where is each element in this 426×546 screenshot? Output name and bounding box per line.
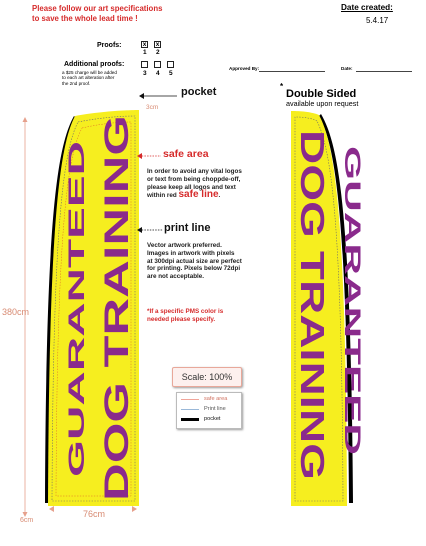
text-line: please keep all logos and text — [147, 183, 236, 191]
safe-line-emphasis: safe line — [178, 189, 219, 201]
height-dimension-label: 380cm — [2, 307, 30, 317]
additional-proof-number-4: 4 — [156, 70, 160, 77]
flag-text-guaranteed-right: GUARANTEED — [340, 146, 365, 302]
safe-area-label: safe area — [163, 148, 209, 160]
text-line: needed please specify. — [147, 315, 216, 323]
date-created-label: Date created: — [341, 3, 393, 12]
text-line: for printing. Pixels below 72dpi — [147, 265, 241, 273]
text-line: or text from being choppde-off, — [147, 175, 241, 183]
double-sided-subtitle: available upon request — [286, 99, 359, 108]
double-sided-title: Double Sided — [286, 88, 357, 100]
text-line: are not acceptable. — [147, 273, 205, 281]
width-dimension-label: 76cm — [83, 509, 106, 519]
additional-proofs-label: Additional proofs: — [64, 61, 125, 68]
notice-line-1: Please follow our art specifications — [32, 4, 163, 13]
note-line: a $25 charge will be added — [62, 70, 117, 75]
legend-label-print-line: Print line — [204, 406, 226, 412]
legend-label-safe-area: safe area — [204, 396, 228, 402]
notice-line-2: to save the whole lead time ! — [32, 13, 138, 23]
flag-text-dog-training-right: DOG TRAINING — [294, 130, 331, 374]
text-line: Vector artwork preferred. — [147, 242, 222, 249]
proofs-label: Proofs: — [97, 42, 122, 49]
text-line-start: within red — [147, 192, 177, 200]
additional-proof-number-3: 3 — [143, 70, 147, 77]
flag-text-guaranteed-left: GUARANTEED — [64, 321, 89, 477]
pocket-label: pocket — [181, 86, 217, 98]
approval-date-label: Date: — [341, 66, 353, 71]
text-period: . — [218, 192, 221, 200]
print-line-label: print line — [164, 222, 211, 234]
proof-checkbox-1[interactable]: x — [142, 41, 147, 48]
bottom-dimension-label: 6cm — [20, 517, 34, 524]
text-line: In order to avoid any vital logos — [147, 168, 242, 175]
approved-by-label: Approved By: — [229, 66, 260, 71]
scale-label: Scale: 100% — [181, 372, 233, 382]
text-line: Images in artwork with pixels — [147, 249, 235, 257]
date-created-value: 5.4.17 — [366, 16, 389, 25]
legend-label-pocket: pocket — [204, 416, 221, 422]
additional-proof-number-5: 5 — [169, 70, 173, 77]
pocket-dimension-label: 3cm — [146, 104, 159, 111]
proof-number-2: 2 — [156, 49, 160, 56]
proof-checkbox-2[interactable]: x — [155, 41, 160, 48]
flag-text-dog-training-left: DOG TRAINING — [98, 249, 136, 501]
double-sided-asterisk: * — [280, 82, 284, 91]
text-line: at 300dpi actual size are perfect — [147, 257, 242, 265]
note-line: to each art alteration after — [62, 75, 115, 81]
note-line: the 2nd proof. — [62, 80, 91, 86]
proof-number-1: 1 — [143, 49, 147, 56]
text-line: *If a specific PMS color is — [147, 308, 224, 315]
